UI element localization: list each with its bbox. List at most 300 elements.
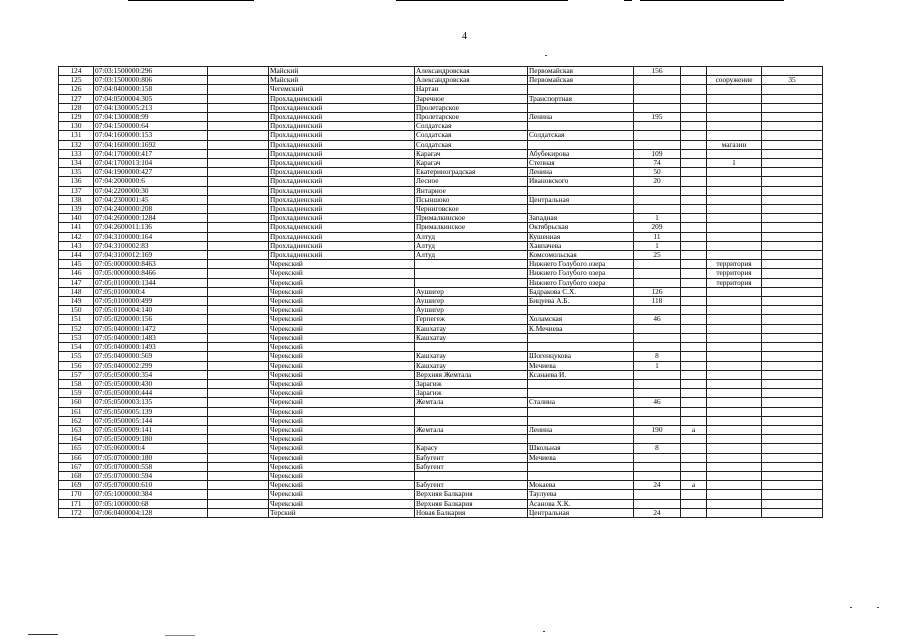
row-number: 135 xyxy=(59,168,94,177)
district: Черекский xyxy=(269,398,415,407)
extra-value xyxy=(762,453,823,462)
row-number: 157 xyxy=(59,370,94,379)
blank-cell xyxy=(208,315,269,324)
house-letter xyxy=(681,269,707,278)
extra-note xyxy=(707,499,762,508)
blank-cell xyxy=(208,159,269,168)
settlement: Жемтала xyxy=(415,398,528,407)
house-number xyxy=(634,205,681,214)
cadastral-number: 07:05:0600000:4 xyxy=(94,444,208,453)
house-number: 11 xyxy=(634,232,681,241)
row-number: 137 xyxy=(59,186,94,195)
settlement: Новая Балкария xyxy=(415,508,528,517)
table-row xyxy=(59,508,823,517)
row-number: 165 xyxy=(59,444,94,453)
extra-note xyxy=(707,343,762,352)
district: Прохладненский xyxy=(269,103,415,112)
row-number: 154 xyxy=(59,343,94,352)
street: Ленина xyxy=(528,168,634,177)
street: Ивановского xyxy=(528,177,634,186)
street xyxy=(528,140,634,149)
house-letter xyxy=(681,416,707,425)
house-number xyxy=(634,462,681,471)
table-row xyxy=(59,435,823,444)
blank-cell xyxy=(208,269,269,278)
district: Черекский xyxy=(269,490,415,499)
row-number: 144 xyxy=(59,251,94,260)
table-row xyxy=(59,223,823,232)
district: Прохладненский xyxy=(269,186,415,195)
street xyxy=(528,389,634,398)
house-letter xyxy=(681,159,707,168)
house-number: 126 xyxy=(634,287,681,296)
district: Прохладненский xyxy=(269,159,415,168)
cadastral-number: 07:05:0400002:299 xyxy=(94,361,208,370)
street: Западная xyxy=(528,214,634,223)
row-number: 153 xyxy=(59,333,94,342)
district: Черекский xyxy=(269,379,415,388)
table-row xyxy=(59,306,823,315)
house-letter xyxy=(681,168,707,177)
extra-note xyxy=(707,379,762,388)
row-number: 134 xyxy=(59,159,94,168)
row-number: 159 xyxy=(59,389,94,398)
district: Чегемский xyxy=(269,85,415,94)
house-letter xyxy=(681,223,707,232)
extra-note xyxy=(707,287,762,296)
extra-value xyxy=(762,324,823,333)
house-letter: а xyxy=(681,481,707,490)
house-letter xyxy=(681,85,707,94)
settlement: Пролетарское xyxy=(415,113,528,122)
extra-value xyxy=(762,168,823,177)
cadastral-number: 07:05:0700000:610 xyxy=(94,481,208,490)
extra-value xyxy=(762,398,823,407)
cadastral-number: 07:04:2300001:45 xyxy=(94,195,208,204)
house-number xyxy=(634,453,681,462)
street: Бицуева А.Б. xyxy=(528,297,634,306)
row-number: 139 xyxy=(59,205,94,214)
extra-note xyxy=(707,435,762,444)
table-row xyxy=(59,159,823,168)
extra-value xyxy=(762,186,823,195)
table-row xyxy=(59,287,823,296)
cadastral-number: 07:05:0100004:140 xyxy=(94,306,208,315)
house-number xyxy=(634,85,681,94)
extra-value xyxy=(762,113,823,122)
settlement xyxy=(415,471,528,480)
street xyxy=(528,103,634,112)
settlement: Александровская xyxy=(415,76,528,85)
district: Прохладненский xyxy=(269,177,415,186)
street: Степная xyxy=(528,159,634,168)
settlement: Алтуд xyxy=(415,241,528,250)
top-rule-middle xyxy=(396,0,568,1)
row-number: 131 xyxy=(59,131,94,140)
district: Черекский xyxy=(269,343,415,352)
cadastral-number: 07:04:1700013:104 xyxy=(94,159,208,168)
street xyxy=(528,122,634,131)
table-row xyxy=(59,186,823,195)
cadastral-number: 07:05:0500000:354 xyxy=(94,370,208,379)
extra-note xyxy=(707,168,762,177)
blank-cell xyxy=(208,214,269,223)
street xyxy=(528,462,634,471)
extra-note: магазин xyxy=(707,140,762,149)
row-number: 125 xyxy=(59,76,94,85)
settlement: Кашхатау xyxy=(415,324,528,333)
table-row xyxy=(59,251,823,260)
table-row xyxy=(59,352,823,361)
house-number xyxy=(634,324,681,333)
house-number: 24 xyxy=(634,481,681,490)
extra-note xyxy=(707,324,762,333)
district: Черекский xyxy=(269,297,415,306)
table-row xyxy=(59,149,823,158)
table-row xyxy=(59,195,823,204)
extra-note xyxy=(707,453,762,462)
house-letter xyxy=(681,177,707,186)
settlement: Жемтала xyxy=(415,425,528,434)
speck xyxy=(850,607,852,608)
table-row xyxy=(59,499,823,508)
row-number: 162 xyxy=(59,416,94,425)
extra-note xyxy=(707,251,762,260)
settlement xyxy=(415,343,528,352)
house-number: 25 xyxy=(634,251,681,260)
settlement: Заречное xyxy=(415,94,528,103)
house-number xyxy=(634,416,681,425)
blank-cell xyxy=(208,76,269,85)
settlement: Бабугент xyxy=(415,481,528,490)
row-number: 168 xyxy=(59,471,94,480)
street xyxy=(528,333,634,342)
street xyxy=(528,343,634,352)
street: Асанова Х.К. xyxy=(528,499,634,508)
extra-value xyxy=(762,287,823,296)
table-row xyxy=(59,113,823,122)
row-number: 127 xyxy=(59,94,94,103)
settlement: Верхняя Балкария xyxy=(415,499,528,508)
settlement: Янтарное xyxy=(415,186,528,195)
table-row xyxy=(59,361,823,370)
speck xyxy=(877,607,879,608)
district: Черекский xyxy=(269,444,415,453)
table-row xyxy=(59,278,823,287)
street: Бадракова С.Х. xyxy=(528,287,634,296)
cadastral-number: 07:04:0500004:305 xyxy=(94,94,208,103)
district: Черекский xyxy=(269,324,415,333)
blank-cell xyxy=(208,241,269,250)
house-number: 209 xyxy=(634,223,681,232)
settlement: Верхняя Жемтала xyxy=(415,370,528,379)
extra-note xyxy=(707,85,762,94)
cadastral-number: 07:04:2000000:6 xyxy=(94,177,208,186)
blank-cell xyxy=(208,435,269,444)
settlement xyxy=(415,260,528,269)
house-letter xyxy=(681,195,707,204)
table-row xyxy=(59,343,823,352)
house-number: 156 xyxy=(634,67,681,76)
extra-note xyxy=(707,205,762,214)
settlement: Лесное xyxy=(415,177,528,186)
street xyxy=(528,205,634,214)
district: Прохладненский xyxy=(269,149,415,158)
district: Прохладненский xyxy=(269,223,415,232)
table-row xyxy=(59,67,823,76)
house-number xyxy=(634,269,681,278)
cadastral-number: 07:05:0100000:4 xyxy=(94,287,208,296)
extra-value xyxy=(762,251,823,260)
house-number: 46 xyxy=(634,315,681,324)
blank-cell xyxy=(208,149,269,158)
settlement: Карагач xyxy=(415,149,528,158)
house-number: 109 xyxy=(634,149,681,158)
table-row xyxy=(59,103,823,112)
house-letter xyxy=(681,315,707,324)
blank-cell xyxy=(208,297,269,306)
extra-note xyxy=(707,149,762,158)
table-row xyxy=(59,324,823,333)
street xyxy=(528,186,634,195)
house-letter xyxy=(681,435,707,444)
district: Черекский xyxy=(269,453,415,462)
extra-note xyxy=(707,241,762,250)
extra-note xyxy=(707,333,762,342)
table-row xyxy=(59,333,823,342)
row-number: 172 xyxy=(59,508,94,517)
house-number: 195 xyxy=(634,113,681,122)
cadastral-number: 07:05:0200000:156 xyxy=(94,315,208,324)
house-number xyxy=(634,260,681,269)
house-number: 20 xyxy=(634,177,681,186)
blank-cell xyxy=(208,499,269,508)
table-row xyxy=(59,232,823,241)
blank-cell xyxy=(208,444,269,453)
cadastral-number: 07:05:0500009:141 xyxy=(94,425,208,434)
house-number: 1 xyxy=(634,214,681,223)
speck xyxy=(543,631,545,632)
district: Черекский xyxy=(269,260,415,269)
district: Черекский xyxy=(269,361,415,370)
house-number: 118 xyxy=(634,297,681,306)
extra-note xyxy=(707,186,762,195)
street: Центральная xyxy=(528,508,634,517)
house-letter xyxy=(681,214,707,223)
table-row xyxy=(59,481,823,490)
blank-cell xyxy=(208,407,269,416)
district: Черекский xyxy=(269,462,415,471)
cadastral-number: 07:06:0400004:128 xyxy=(94,508,208,517)
district: Прохладненский xyxy=(269,131,415,140)
street: Холамская xyxy=(528,315,634,324)
house-number xyxy=(634,490,681,499)
house-number xyxy=(634,407,681,416)
district: Черекский xyxy=(269,389,415,398)
settlement: Алтуд xyxy=(415,251,528,260)
cadastral-number: 07:05:0700000:594 xyxy=(94,471,208,480)
extra-value xyxy=(762,94,823,103)
extra-note xyxy=(707,389,762,398)
district: Черекский xyxy=(269,425,415,434)
extra-note xyxy=(707,407,762,416)
house-number xyxy=(634,389,681,398)
house-letter xyxy=(681,333,707,342)
extra-note: территория xyxy=(707,260,762,269)
blank-cell xyxy=(208,168,269,177)
extra-note xyxy=(707,306,762,315)
settlement: Кашхатау xyxy=(415,352,528,361)
blank-cell xyxy=(208,333,269,342)
district: Черекский xyxy=(269,306,415,315)
house-letter xyxy=(681,407,707,416)
house-letter xyxy=(681,131,707,140)
settlement: Екатериноградская xyxy=(415,168,528,177)
cadastral-number: 07:05:0700000:180 xyxy=(94,453,208,462)
extra-note xyxy=(707,471,762,480)
extra-note xyxy=(707,490,762,499)
cadastral-number: 07:04:0400000:158 xyxy=(94,85,208,94)
extra-value xyxy=(762,471,823,480)
house-letter xyxy=(681,251,707,260)
speck xyxy=(545,55,547,56)
extra-value xyxy=(762,85,823,94)
blank-cell xyxy=(208,481,269,490)
table-row xyxy=(59,205,823,214)
row-number: 155 xyxy=(59,352,94,361)
settlement: Прималкинское xyxy=(415,214,528,223)
settlement: Бабугент xyxy=(415,462,528,471)
table-row xyxy=(59,453,823,462)
district: Черекский xyxy=(269,287,415,296)
row-number: 152 xyxy=(59,324,94,333)
table-row xyxy=(59,297,823,306)
district: Черекский xyxy=(269,278,415,287)
settlement xyxy=(415,435,528,444)
row-number: 128 xyxy=(59,103,94,112)
bottom-mark xyxy=(28,634,58,635)
street: Комсомольская xyxy=(528,251,634,260)
row-number: 170 xyxy=(59,490,94,499)
row-number: 169 xyxy=(59,481,94,490)
house-letter xyxy=(681,232,707,241)
extra-note xyxy=(707,195,762,204)
blank-cell xyxy=(208,67,269,76)
table-row xyxy=(59,168,823,177)
top-rule-right xyxy=(640,0,784,1)
house-letter xyxy=(681,379,707,388)
cadastral-number: 07:05:0500003:135 xyxy=(94,398,208,407)
extra-value xyxy=(762,177,823,186)
district: Майский xyxy=(269,76,415,85)
settlement xyxy=(415,416,528,425)
extra-note xyxy=(707,223,762,232)
house-letter xyxy=(681,389,707,398)
house-number: 24 xyxy=(634,508,681,517)
blank-cell xyxy=(208,398,269,407)
table-row xyxy=(59,85,823,94)
settlement xyxy=(415,407,528,416)
table-row xyxy=(59,94,823,103)
extra-value xyxy=(762,389,823,398)
district: Черекский xyxy=(269,499,415,508)
row-number: 136 xyxy=(59,177,94,186)
extra-value xyxy=(762,241,823,250)
blank-cell xyxy=(208,352,269,361)
blank-cell xyxy=(208,343,269,352)
house-letter xyxy=(681,76,707,85)
cadastral-number: 07:04:2600011:136 xyxy=(94,223,208,232)
street: Нижнего Голубого озера xyxy=(528,269,634,278)
cadastral-number: 07:05:1000000:68 xyxy=(94,499,208,508)
blank-cell xyxy=(208,278,269,287)
table-row xyxy=(59,398,823,407)
extra-note xyxy=(707,444,762,453)
house-letter: а xyxy=(681,425,707,434)
street: Солдатская xyxy=(528,131,634,140)
extra-value xyxy=(762,297,823,306)
house-letter xyxy=(681,324,707,333)
street xyxy=(528,379,634,388)
street: Таулуева xyxy=(528,490,634,499)
district: Прохладненский xyxy=(269,140,415,149)
house-letter xyxy=(681,462,707,471)
extra-note xyxy=(707,462,762,471)
street xyxy=(528,407,634,416)
blank-cell xyxy=(208,103,269,112)
house-number xyxy=(634,333,681,342)
extra-value xyxy=(762,370,823,379)
row-number: 145 xyxy=(59,260,94,269)
cadastral-number: 07:05:0000000:8463 xyxy=(94,260,208,269)
table-row xyxy=(59,425,823,434)
street xyxy=(528,435,634,444)
row-number: 160 xyxy=(59,398,94,407)
extra-note xyxy=(707,131,762,140)
table-row xyxy=(59,241,823,250)
street: Мечиева xyxy=(528,453,634,462)
row-number: 146 xyxy=(59,269,94,278)
extra-note: сооружение xyxy=(707,76,762,85)
street: Ксанаева И. xyxy=(528,370,634,379)
house-letter xyxy=(681,398,707,407)
extra-note xyxy=(707,177,762,186)
district: Черекский xyxy=(269,333,415,342)
house-letter xyxy=(681,490,707,499)
settlement: Солдатская xyxy=(415,122,528,131)
settlement: Солдатская xyxy=(415,131,528,140)
extra-note xyxy=(707,94,762,103)
table-row xyxy=(59,490,823,499)
cadastral-number: 07:04:1300008:99 xyxy=(94,113,208,122)
settlement: Зарагиж xyxy=(415,389,528,398)
blank-cell xyxy=(208,287,269,296)
table-row xyxy=(59,269,823,278)
settlement: Карасу xyxy=(415,444,528,453)
house-number xyxy=(634,370,681,379)
district: Прохладненский xyxy=(269,94,415,103)
row-number: 140 xyxy=(59,214,94,223)
extra-value xyxy=(762,425,823,434)
extra-note xyxy=(707,113,762,122)
extra-value xyxy=(762,205,823,214)
house-number: 46 xyxy=(634,398,681,407)
settlement xyxy=(415,269,528,278)
blank-cell xyxy=(208,140,269,149)
table-row xyxy=(59,379,823,388)
cadastral-number: 07:05:0100000:499 xyxy=(94,297,208,306)
settlement: Карагач xyxy=(415,159,528,168)
